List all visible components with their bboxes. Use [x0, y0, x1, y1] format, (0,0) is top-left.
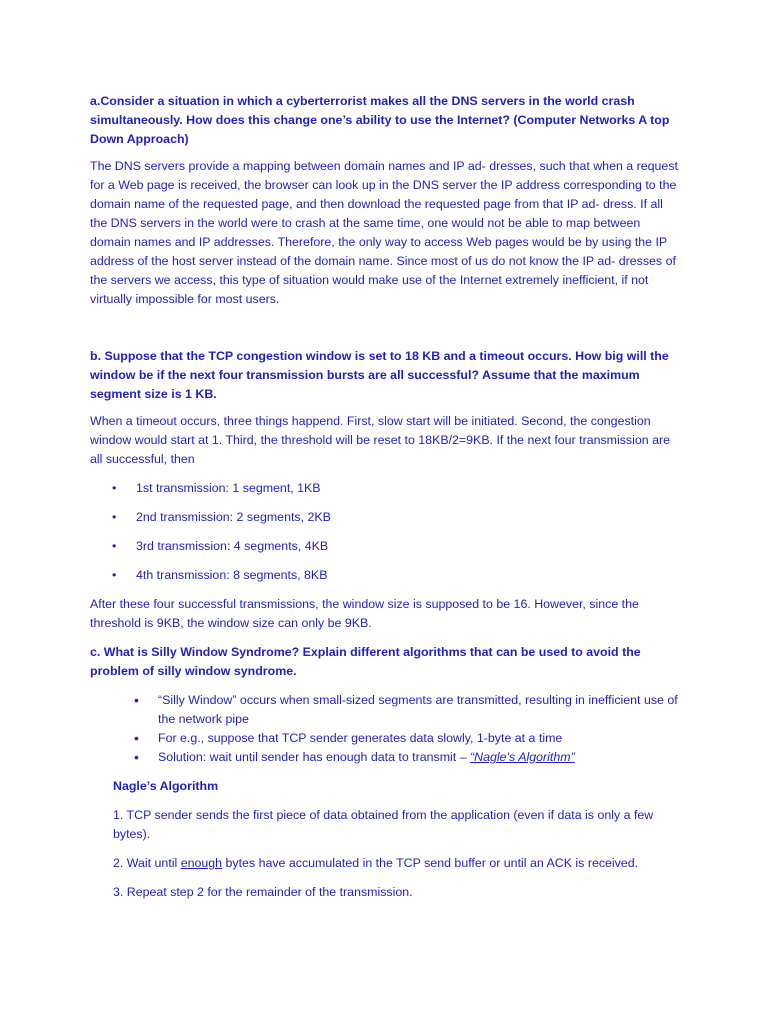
answer-b-intro: When a timeout occurs, three things happend. First, slow start will be initiated. Second, the congestion window would start at 1. Third, the threshold will be reset to 18KB/2=9KB. If the next four transmission are all successful, then — [90, 414, 671, 466]
question-b: b. Suppose that the TCP congestion window is set to 18 KB and a timeout occurs. How big will the window be if the next four transmission bursts are all successful? Assume that the maximum segment size is 1 KB. — [90, 349, 669, 401]
list-item — [90, 508, 682, 527]
step-3-text: 3. Repeat step 2 for the remainder of the transmission — [113, 885, 410, 899]
transmission-list — [90, 479, 682, 585]
bullet-icon: • — [112, 510, 117, 524]
document-page — [90, 92, 682, 902]
list-item-text: For e.g., suppose that TCP sender generates data slowly, 1-byte at a time — [158, 731, 563, 745]
nagle-heading: Nagle’s Algorithm — [113, 779, 219, 793]
list-item — [90, 537, 682, 556]
step-2-underlined: enough — [180, 856, 223, 870]
silly-window-list — [90, 691, 682, 767]
step-3-period: . — [409, 885, 413, 899]
list-item-text: Solution: wait until sender has enough data to transmit – — [158, 750, 471, 764]
bullet-icon: • — [134, 749, 139, 765]
question-a: a.Consider a situation in which a cyberterrorist makes all the DNS servers in the world crash simultaneously. How does this change one’s ability to use the Internet? (Computer Networks A top Down Approach) — [90, 94, 670, 146]
step-2-suffix: bytes have accumulated in the TCP send buffer or until an ACK is received. — [222, 856, 639, 870]
step-2-prefix: 2. Wait until — [113, 856, 181, 870]
bullet-icon: • — [112, 481, 117, 495]
bullet-icon: • — [134, 692, 139, 708]
list-item — [90, 691, 682, 729]
list-item-text: 3rd transmission: 4 segments, 4KB — [136, 539, 329, 553]
nagle-link[interactable]: “Nagle’s Algorithm” — [470, 750, 575, 764]
question-c: c. What is Silly Window Syndrome? Explain different algorithms that can be used to avoid the problem of silly window syndrome. — [90, 645, 641, 678]
nagle-step-2 — [113, 854, 682, 873]
list-item — [90, 479, 682, 498]
bullet-icon: • — [112, 568, 117, 582]
answer-a: The DNS servers provide a mapping between domain names and IP ad- dresses, such that when a request for a Web page is received, the browser can look up in the DNS server the IP address corresponding to the domain name of the requested page, and then download the requested page from that IP ad- dress. If all the DNS servers in the world were to crash at the same time, one would not be able to map between domain names and IP addresses. Therefore, the only way to access Web pages would be by using the IP address of the host server instead of the domain name. Since most of us do not know the IP ad- dresses of the servers we access, this type of situation would make use of the Internet extremely inefficient, if not virtually impossible for most users. — [90, 159, 678, 306]
bullet-icon: • — [134, 730, 139, 746]
list-item-text: 2nd transmission: 2 segments, 2KB — [136, 510, 331, 524]
answer-b-outro: After these four successful transmissions, the window size is supposed to be 16. However, since the threshold is 9KB, the window size can only be 9KB. — [90, 597, 639, 630]
nagle-step-1: 1. TCP sender sends the first piece of data obtained from the application (even if data is only a few bytes). — [113, 808, 654, 841]
list-item — [90, 748, 682, 767]
list-item-text: 1st transmission: 1 segment, 1KB — [136, 481, 321, 495]
nagle-section — [113, 777, 682, 902]
bullet-icon: • — [112, 539, 117, 553]
list-item — [90, 566, 682, 585]
list-item — [90, 729, 682, 748]
list-item-text: 4th transmission: 8 segments, 8KB — [136, 568, 328, 582]
nagle-step-3 — [113, 883, 682, 902]
list-item-text: “Silly Window” occurs when small-sized segments are transmitted, resulting in inefficient use of the network pipe — [158, 693, 678, 726]
